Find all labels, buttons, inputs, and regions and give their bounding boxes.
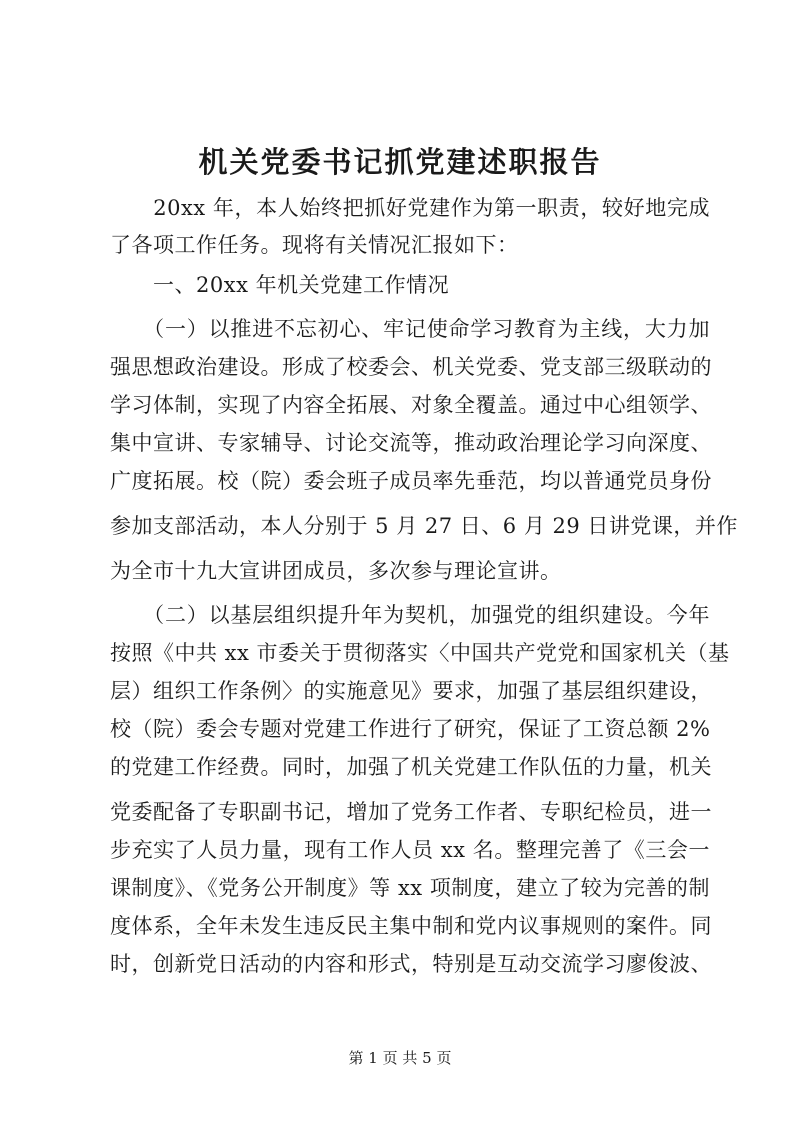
body-line: 20xx 年，本人始终把抓好党建作为第一职责，较好地完成 — [110, 196, 710, 220]
body-line: （一）以推进不忘初心、牢记使命学习教育为主线，大力加 — [110, 317, 710, 341]
body-line: 校（院）委会专题对党建工作进行了研究，保证了工资总额 2% — [110, 717, 711, 741]
body-line: 度体系，全年未发生违反民主集中制和党内议事规则的案件。同 — [110, 914, 712, 938]
body-line: 强思想政治建设。形成了校委会、机关党委、党支部三级联动的 — [110, 355, 712, 379]
body-line: 集中宣讲、专家辅导、讨论交流等，推动政治理论学习向深度、 — [110, 431, 712, 455]
document-title: 机关党委书记抓党建述职报告 — [198, 145, 602, 179]
body-line: 的党建工作经费。同时，加强了机关党建工作队伍的力量，机关 — [110, 755, 712, 779]
body-line: 广度拓展。校（院）委会班子成员率先垂范，均以普通党员身份 — [110, 469, 712, 493]
body-line: 按照《中共 xx 市委关于贯彻落实〈中国共产党党和国家机关（基 — [110, 641, 730, 665]
body-line: 党委配备了专职副书记，增加了党务工作者、专职纪检员，进一 — [110, 800, 712, 824]
page-number: 第 1 页 共 5 页 — [348, 1049, 452, 1067]
body-line: 参加支部活动，本人分别于 5 月 27 日、6 月 29 日讲党课，并作 — [110, 514, 738, 538]
body-line: 层）组织工作条例〉的实施意见》要求，加强了基层组织建设， — [110, 679, 712, 703]
body-line: 了各项工作任务。现将有关情况汇报如下： — [110, 233, 519, 257]
body-line: 课制度》、《党务公开制度》等 xx 项制度，建立了较为完善的制 — [110, 876, 710, 900]
section-heading: 一、20xx 年机关党建工作情况 — [110, 273, 450, 297]
body-line: 步充实了人员力量，现有工作人员 xx 名。整理完善了《三会一 — [110, 838, 710, 862]
body-line: 学习体制，实现了内容全拓展、对象全覆盖。通过中心组领学、 — [110, 393, 712, 417]
body-line: 时，创新党日活动的内容和形式，特别是互动交流学习廖俊波、 — [110, 952, 712, 976]
body-line: 为全市十九大宣讲团成员，多次参与理论宣讲。 — [110, 559, 562, 583]
body-line: （二）以基层组织提升年为契机，加强党的组织建设。今年 — [110, 603, 710, 627]
